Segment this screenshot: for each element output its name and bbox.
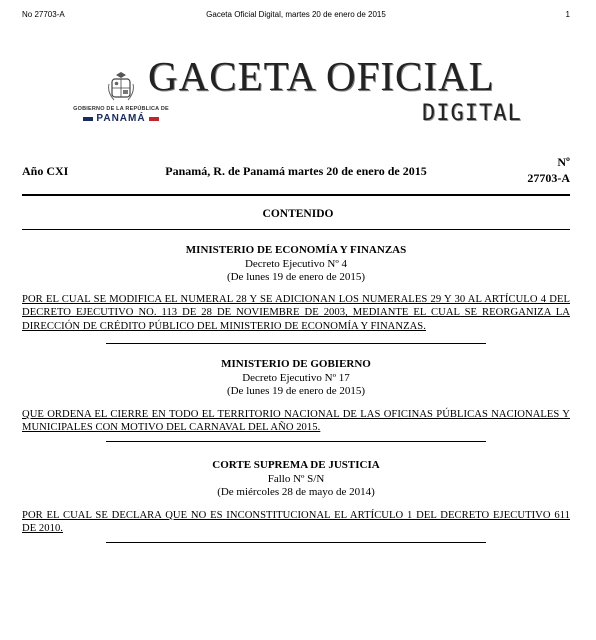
flag-stripe-red bbox=[149, 117, 159, 121]
section-header bbox=[22, 244, 570, 285]
running-title: Gaceta Oficial Digital, martes 20 de enero de 2015 bbox=[206, 10, 386, 19]
section-divider bbox=[106, 441, 486, 442]
section-authority: MINISTERIO DE GOBIERNO bbox=[221, 358, 371, 370]
flag-stripe-blue bbox=[83, 117, 93, 121]
section-date: (De lunes 19 de enero de 2015) bbox=[226, 271, 366, 283]
contents-divider bbox=[22, 229, 570, 230]
section-header bbox=[22, 358, 570, 399]
issue-number-small: No 27703-A bbox=[22, 10, 65, 19]
issue-header bbox=[22, 154, 570, 188]
country-label bbox=[70, 113, 172, 124]
section-authority: MINISTERIO DE ECONOMÍA Y FINANZAS bbox=[185, 244, 407, 256]
running-header bbox=[22, 10, 570, 19]
issue-number-block bbox=[527, 154, 570, 186]
issue-date: Panamá, R. de Panamá martes 20 de enero de 2015 bbox=[165, 164, 427, 178]
issue-year: Año CXI bbox=[22, 164, 69, 178]
issue-number-label: Nº bbox=[557, 155, 570, 169]
section-document: Decreto Ejecutivo Nº 4 bbox=[244, 257, 348, 270]
section-date: (De miércoles 28 de mayo de 2014) bbox=[217, 486, 375, 498]
government-label: GOBIERNO DE LA REPÚBLICA DE bbox=[73, 106, 169, 112]
section-authority: CORTE SUPREMA DE JUSTICIA bbox=[212, 459, 380, 471]
masthead-title: GACETA OFICIAL bbox=[148, 53, 495, 99]
header-divider bbox=[22, 194, 570, 196]
section-divider bbox=[106, 343, 486, 344]
section-document: Fallo Nº S/N bbox=[267, 472, 325, 485]
page-number: 1 bbox=[565, 10, 570, 19]
section-description-link[interactable]: POR EL CUAL SE DECLARA QUE NO ES INCONSTITUCIONAL EL ARTÍCULO 1 DEL DECRETO EJECUTIVO 611 DE 2010. bbox=[22, 510, 570, 535]
section-description-link[interactable]: QUE ORDENA EL CIERRE EN TODO EL TERRITORIO NACIONAL DE LAS OFICINAS PÚBLICAS NACIONALES Y MUNICIPALES CON MOTIVO DEL CARNAVAL DEL AÑO 2015. bbox=[22, 409, 570, 434]
issue-number: 27703-A bbox=[527, 171, 570, 185]
section-date: (De lunes 19 de enero de 2015) bbox=[226, 385, 366, 397]
section-divider bbox=[106, 542, 486, 543]
masthead-subtitle: DIGITAL bbox=[422, 101, 522, 126]
contents-heading: CONTENIDO bbox=[262, 208, 334, 220]
coat-of-arms-icon bbox=[106, 70, 136, 104]
section-description-link[interactable]: POR EL CUAL SE MODIFICA EL NUMERAL 28 Y SE ADICIONAN LOS NUMERALES 29 Y 30 AL ARTÍCULO 4 DEL DECRETO EJECUTIVO NO. 113 DE 28 DE NOVIEMBRE DE 2003, MEDIANTE EL CUAL SE REORGANIZA LA DIRECCIÓN DE CRÉDITO PÚBLICO DEL MINISTERIO DE ECONOMÍA Y FINANZAS. bbox=[22, 294, 570, 332]
section-document: Decreto Ejecutivo Nº 17 bbox=[242, 371, 350, 384]
section-header bbox=[22, 459, 570, 500]
country-name: PANAMÁ bbox=[96, 113, 146, 124]
